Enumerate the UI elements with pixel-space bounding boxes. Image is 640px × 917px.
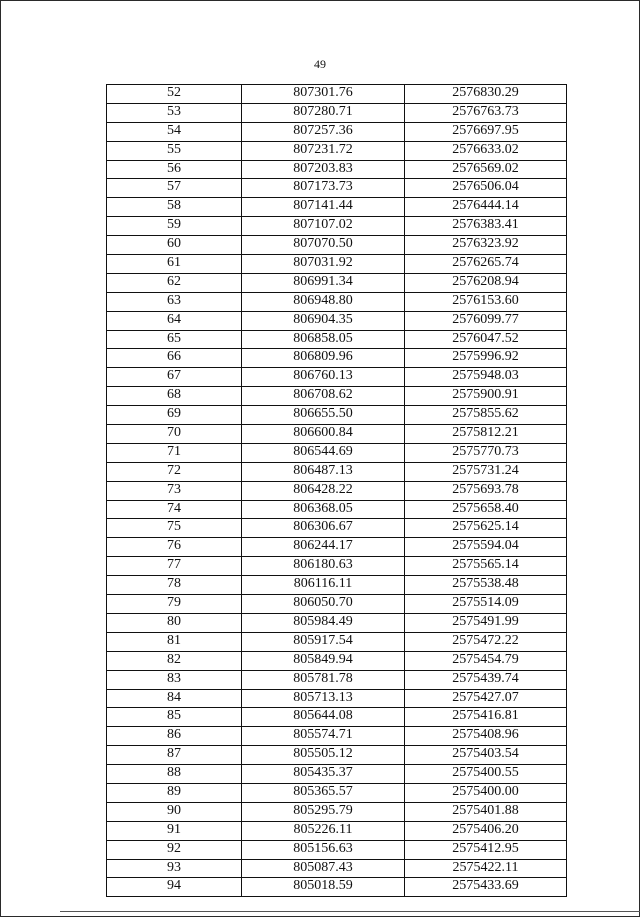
y-coordinate-cell: 2575491.99	[405, 613, 567, 632]
y-coordinate-cell: 2575900.91	[405, 387, 567, 406]
x-coordinate-cell: 806244.17	[242, 538, 405, 557]
x-coordinate-cell: 805087.43	[242, 859, 405, 878]
table-row	[107, 576, 567, 595]
table-row	[107, 802, 567, 821]
x-coordinate-cell: 805435.37	[242, 765, 405, 784]
point-number-cell: 79	[107, 595, 242, 614]
coordinates-table-body	[107, 85, 567, 897]
y-coordinate-cell: 2576153.60	[405, 292, 567, 311]
y-coordinate-cell: 2575472.22	[405, 632, 567, 651]
x-coordinate-cell: 807070.50	[242, 236, 405, 255]
point-number-cell: 66	[107, 349, 242, 368]
point-number-cell: 81	[107, 632, 242, 651]
point-number-cell: 85	[107, 708, 242, 727]
x-coordinate-cell: 805644.08	[242, 708, 405, 727]
x-coordinate-cell: 806180.63	[242, 557, 405, 576]
point-number-cell: 69	[107, 406, 242, 425]
point-number-cell: 88	[107, 765, 242, 784]
x-coordinate-cell: 806487.13	[242, 462, 405, 481]
table-row	[107, 85, 567, 104]
x-coordinate-cell: 805574.71	[242, 727, 405, 746]
x-coordinate-cell: 806306.67	[242, 519, 405, 538]
page-number: 49	[314, 57, 326, 71]
table-row	[107, 765, 567, 784]
table-row	[107, 273, 567, 292]
y-coordinate-cell: 2575422.11	[405, 859, 567, 878]
y-coordinate-cell: 2575594.04	[405, 538, 567, 557]
x-coordinate-cell: 805849.94	[242, 651, 405, 670]
table-row	[107, 632, 567, 651]
x-coordinate-cell: 806116.11	[242, 576, 405, 595]
x-coordinate-cell: 806858.05	[242, 330, 405, 349]
point-number-cell: 54	[107, 122, 242, 141]
x-coordinate-cell: 806904.35	[242, 311, 405, 330]
table-row	[107, 387, 567, 406]
x-coordinate-cell: 805365.57	[242, 783, 405, 802]
point-number-cell: 80	[107, 613, 242, 632]
table-row	[107, 821, 567, 840]
table-row	[107, 783, 567, 802]
table-row	[107, 311, 567, 330]
point-number-cell: 70	[107, 425, 242, 444]
x-coordinate-cell: 806050.70	[242, 595, 405, 614]
table-row	[107, 236, 567, 255]
y-coordinate-cell: 2575812.21	[405, 425, 567, 444]
y-coordinate-cell: 2575514.09	[405, 595, 567, 614]
y-coordinate-cell: 2575454.79	[405, 651, 567, 670]
table-row	[107, 613, 567, 632]
point-number-cell: 76	[107, 538, 242, 557]
x-coordinate-cell: 805781.78	[242, 670, 405, 689]
table-row	[107, 500, 567, 519]
x-coordinate-cell: 805018.59	[242, 878, 405, 897]
y-coordinate-cell: 2575408.96	[405, 727, 567, 746]
x-coordinate-cell: 805226.11	[242, 821, 405, 840]
point-number-cell: 86	[107, 727, 242, 746]
y-coordinate-cell: 2575427.07	[405, 689, 567, 708]
point-number-cell: 68	[107, 387, 242, 406]
x-coordinate-cell: 806368.05	[242, 500, 405, 519]
y-coordinate-cell: 2575400.00	[405, 783, 567, 802]
point-number-cell: 60	[107, 236, 242, 255]
x-coordinate-cell: 806428.22	[242, 481, 405, 500]
x-coordinate-cell: 807231.72	[242, 141, 405, 160]
coordinates-table	[106, 84, 567, 897]
x-coordinate-cell: 805295.79	[242, 802, 405, 821]
bottom-rule	[60, 911, 640, 912]
table-row	[107, 651, 567, 670]
x-coordinate-cell: 805156.63	[242, 840, 405, 859]
table-row	[107, 519, 567, 538]
x-coordinate-cell: 807280.71	[242, 103, 405, 122]
y-coordinate-cell: 2575538.48	[405, 576, 567, 595]
table-row	[107, 292, 567, 311]
point-number-cell: 90	[107, 802, 242, 821]
y-coordinate-cell: 2576830.29	[405, 85, 567, 104]
table-row	[107, 727, 567, 746]
y-coordinate-cell: 2576047.52	[405, 330, 567, 349]
table-row	[107, 689, 567, 708]
table-row	[107, 443, 567, 462]
x-coordinate-cell: 807301.76	[242, 85, 405, 104]
table-row	[107, 746, 567, 765]
point-number-cell: 62	[107, 273, 242, 292]
table-row	[107, 840, 567, 859]
x-coordinate-cell: 806600.84	[242, 425, 405, 444]
table-row	[107, 141, 567, 160]
x-coordinate-cell: 805713.13	[242, 689, 405, 708]
point-number-cell: 72	[107, 462, 242, 481]
point-number-cell: 73	[107, 481, 242, 500]
table-row	[107, 217, 567, 236]
x-coordinate-cell: 807107.02	[242, 217, 405, 236]
table-row	[107, 462, 567, 481]
y-coordinate-cell: 2575855.62	[405, 406, 567, 425]
y-coordinate-cell: 2575731.24	[405, 462, 567, 481]
y-coordinate-cell: 2576208.94	[405, 273, 567, 292]
x-coordinate-cell: 807031.92	[242, 255, 405, 274]
y-coordinate-cell: 2575403.54	[405, 746, 567, 765]
y-coordinate-cell: 2575401.88	[405, 802, 567, 821]
point-number-cell: 92	[107, 840, 242, 859]
point-number-cell: 52	[107, 85, 242, 104]
y-coordinate-cell: 2575416.81	[405, 708, 567, 727]
point-number-cell: 82	[107, 651, 242, 670]
table-row	[107, 878, 567, 897]
table-row	[107, 859, 567, 878]
x-coordinate-cell: 806544.69	[242, 443, 405, 462]
point-number-cell: 94	[107, 878, 242, 897]
x-coordinate-cell: 807141.44	[242, 198, 405, 217]
table-row	[107, 406, 567, 425]
y-coordinate-cell: 2576383.41	[405, 217, 567, 236]
table-row	[107, 368, 567, 387]
y-coordinate-cell: 2576763.73	[405, 103, 567, 122]
table-row	[107, 349, 567, 368]
x-coordinate-cell: 807173.73	[242, 179, 405, 198]
point-number-cell: 93	[107, 859, 242, 878]
x-coordinate-cell: 806809.96	[242, 349, 405, 368]
table-row	[107, 557, 567, 576]
point-number-cell: 53	[107, 103, 242, 122]
table-row	[107, 255, 567, 274]
y-coordinate-cell: 2575565.14	[405, 557, 567, 576]
x-coordinate-cell: 806991.34	[242, 273, 405, 292]
table-row	[107, 708, 567, 727]
y-coordinate-cell: 2575400.55	[405, 765, 567, 784]
y-coordinate-cell: 2576506.04	[405, 179, 567, 198]
y-coordinate-cell: 2576444.14	[405, 198, 567, 217]
table-row	[107, 122, 567, 141]
y-coordinate-cell: 2575439.74	[405, 670, 567, 689]
table-row	[107, 198, 567, 217]
table-row	[107, 103, 567, 122]
point-number-cell: 59	[107, 217, 242, 236]
point-number-cell: 67	[107, 368, 242, 387]
point-number-cell: 65	[107, 330, 242, 349]
point-number-cell: 61	[107, 255, 242, 274]
point-number-cell: 71	[107, 443, 242, 462]
table-row	[107, 595, 567, 614]
y-coordinate-cell: 2575412.95	[405, 840, 567, 859]
y-coordinate-cell: 2575948.03	[405, 368, 567, 387]
x-coordinate-cell: 807257.36	[242, 122, 405, 141]
point-number-cell: 63	[107, 292, 242, 311]
x-coordinate-cell: 806655.50	[242, 406, 405, 425]
x-coordinate-cell: 806708.62	[242, 387, 405, 406]
table-row	[107, 670, 567, 689]
y-coordinate-cell: 2575658.40	[405, 500, 567, 519]
x-coordinate-cell: 806948.80	[242, 292, 405, 311]
y-coordinate-cell: 2576265.74	[405, 255, 567, 274]
y-coordinate-cell: 2576099.77	[405, 311, 567, 330]
point-number-cell: 91	[107, 821, 242, 840]
y-coordinate-cell: 2575693.78	[405, 481, 567, 500]
y-coordinate-cell: 2576569.02	[405, 160, 567, 179]
table-row	[107, 160, 567, 179]
point-number-cell: 58	[107, 198, 242, 217]
table-row	[107, 179, 567, 198]
y-coordinate-cell: 2575433.69	[405, 878, 567, 897]
point-number-cell: 77	[107, 557, 242, 576]
y-coordinate-cell: 2576697.95	[405, 122, 567, 141]
point-number-cell: 55	[107, 141, 242, 160]
y-coordinate-cell: 2575625.14	[405, 519, 567, 538]
point-number-cell: 87	[107, 746, 242, 765]
point-number-cell: 64	[107, 311, 242, 330]
x-coordinate-cell: 807203.83	[242, 160, 405, 179]
x-coordinate-cell: 805984.49	[242, 613, 405, 632]
x-coordinate-cell: 805505.12	[242, 746, 405, 765]
point-number-cell: 78	[107, 576, 242, 595]
y-coordinate-cell: 2576323.92	[405, 236, 567, 255]
point-number-cell: 57	[107, 179, 242, 198]
point-number-cell: 75	[107, 519, 242, 538]
y-coordinate-cell: 2575406.20	[405, 821, 567, 840]
y-coordinate-cell: 2575996.92	[405, 349, 567, 368]
y-coordinate-cell: 2575770.73	[405, 443, 567, 462]
x-coordinate-cell: 805917.54	[242, 632, 405, 651]
table-row	[107, 538, 567, 557]
point-number-cell: 56	[107, 160, 242, 179]
point-number-cell: 83	[107, 670, 242, 689]
x-coordinate-cell: 806760.13	[242, 368, 405, 387]
y-coordinate-cell: 2576633.02	[405, 141, 567, 160]
table-row	[107, 330, 567, 349]
point-number-cell: 89	[107, 783, 242, 802]
table-row	[107, 481, 567, 500]
point-number-cell: 74	[107, 500, 242, 519]
point-number-cell: 84	[107, 689, 242, 708]
table-row	[107, 425, 567, 444]
